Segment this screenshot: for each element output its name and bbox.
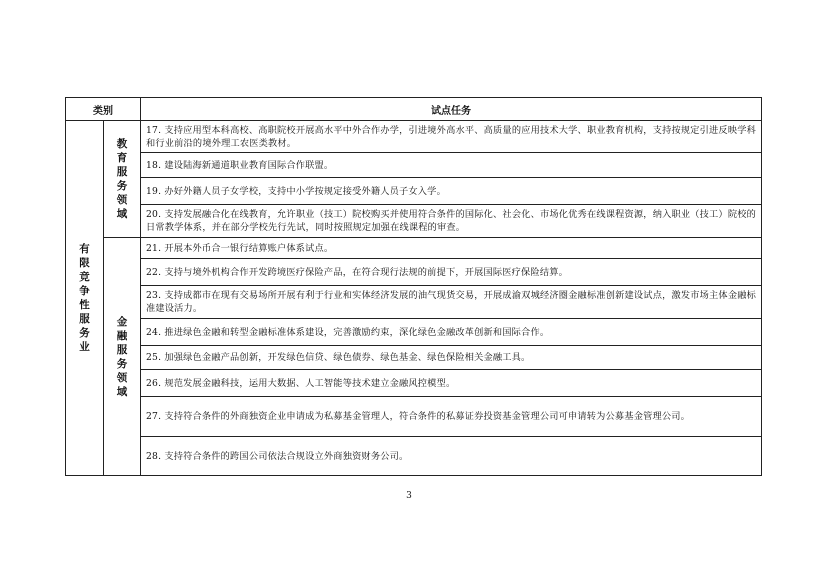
- table-row: [66, 397, 762, 437]
- task-cell: 28. 支持符合条件的跨国公司依法合规设立外商独资财务公司。: [141, 437, 762, 476]
- table-row: [66, 178, 762, 205]
- task-cell: 21. 开展本外币合一银行结算账户体系试点。: [141, 238, 762, 259]
- task-cell: 23. 支持成都市在现有交易场所开展有利于行业和实体经济发展的油气现货交易，开展成渝双城经济圈金融标准创新建设试点，激发市场主体金融标准建设活力。: [141, 286, 762, 319]
- task-cell: 20. 支持发展融合化在线教育，允许职业（技工）院校购买并使用符合条件的国际化、社会化、市场化优秀在线课程资源，纳入职业（技工）院校的日常教学体系，并在部分学校先行先试，同时按照规定加强在线课程的审查。: [141, 205, 762, 238]
- table-row: [66, 370, 762, 397]
- task-cell: 18. 建设陆海新通道职业教育国际合作联盟。: [141, 153, 762, 178]
- pilot-task-table: [65, 97, 762, 476]
- page-number: 3: [406, 491, 412, 501]
- main-category-cell: [66, 121, 104, 476]
- table-row: [66, 153, 762, 178]
- header-category: 类别: [66, 98, 141, 121]
- table-row: [66, 205, 762, 238]
- table-row: [66, 437, 762, 476]
- task-cell: 27. 支持符合条件的外商独资企业申请成为私募基金管理人，符合条件的私募证券投资基金管理公司可申请转为公募基金管理公司。: [141, 397, 762, 437]
- task-cell: 24. 推进绿色金融和转型金融标准体系建设，完善激励约束，深化绿色金融改革创新和国际合作。: [141, 319, 762, 346]
- sub-category-finance-cell: [104, 238, 141, 476]
- sub-category-education-label: 教育服务领域: [116, 138, 128, 220]
- table-row: [66, 238, 762, 259]
- main-category-label: 有限竞争性服务业: [79, 243, 90, 353]
- header-task: 试点任务: [141, 98, 762, 121]
- table-row: [66, 286, 762, 319]
- task-cell: 17. 支持应用型本科高校、高职院校开展高水平中外合作办学，引进境外高水平、高质量的应用技术大学、职业教育机构，支持按规定引进反映学科和行业前沿的境外理工农医类教材。: [141, 121, 762, 153]
- table-row: [66, 319, 762, 346]
- task-cell: 25. 加强绿色金融产品创新，开发绿色信贷、绿色债券、绿色基金、绿色保险相关金融工具。: [141, 346, 762, 370]
- table-row: [66, 259, 762, 286]
- task-cell: 22. 支持与境外机构合作开发跨境医疗保险产品，在符合现行法规的前提下，开展国际医疗保险结算。: [141, 259, 762, 286]
- table-header-row: [66, 98, 762, 121]
- task-cell: 26. 规范发展金融科技，运用大数据、人工智能等技术建立金融风控模型。: [141, 370, 762, 397]
- sub-category-education-cell: [104, 121, 141, 238]
- table-row: [66, 121, 762, 153]
- sub-category-finance-label: 金融服务领域: [116, 315, 128, 398]
- table-row: [66, 346, 762, 370]
- task-cell: 19. 办好外籍人员子女学校，支持中小学按规定接受外籍人员子女入学。: [141, 178, 762, 205]
